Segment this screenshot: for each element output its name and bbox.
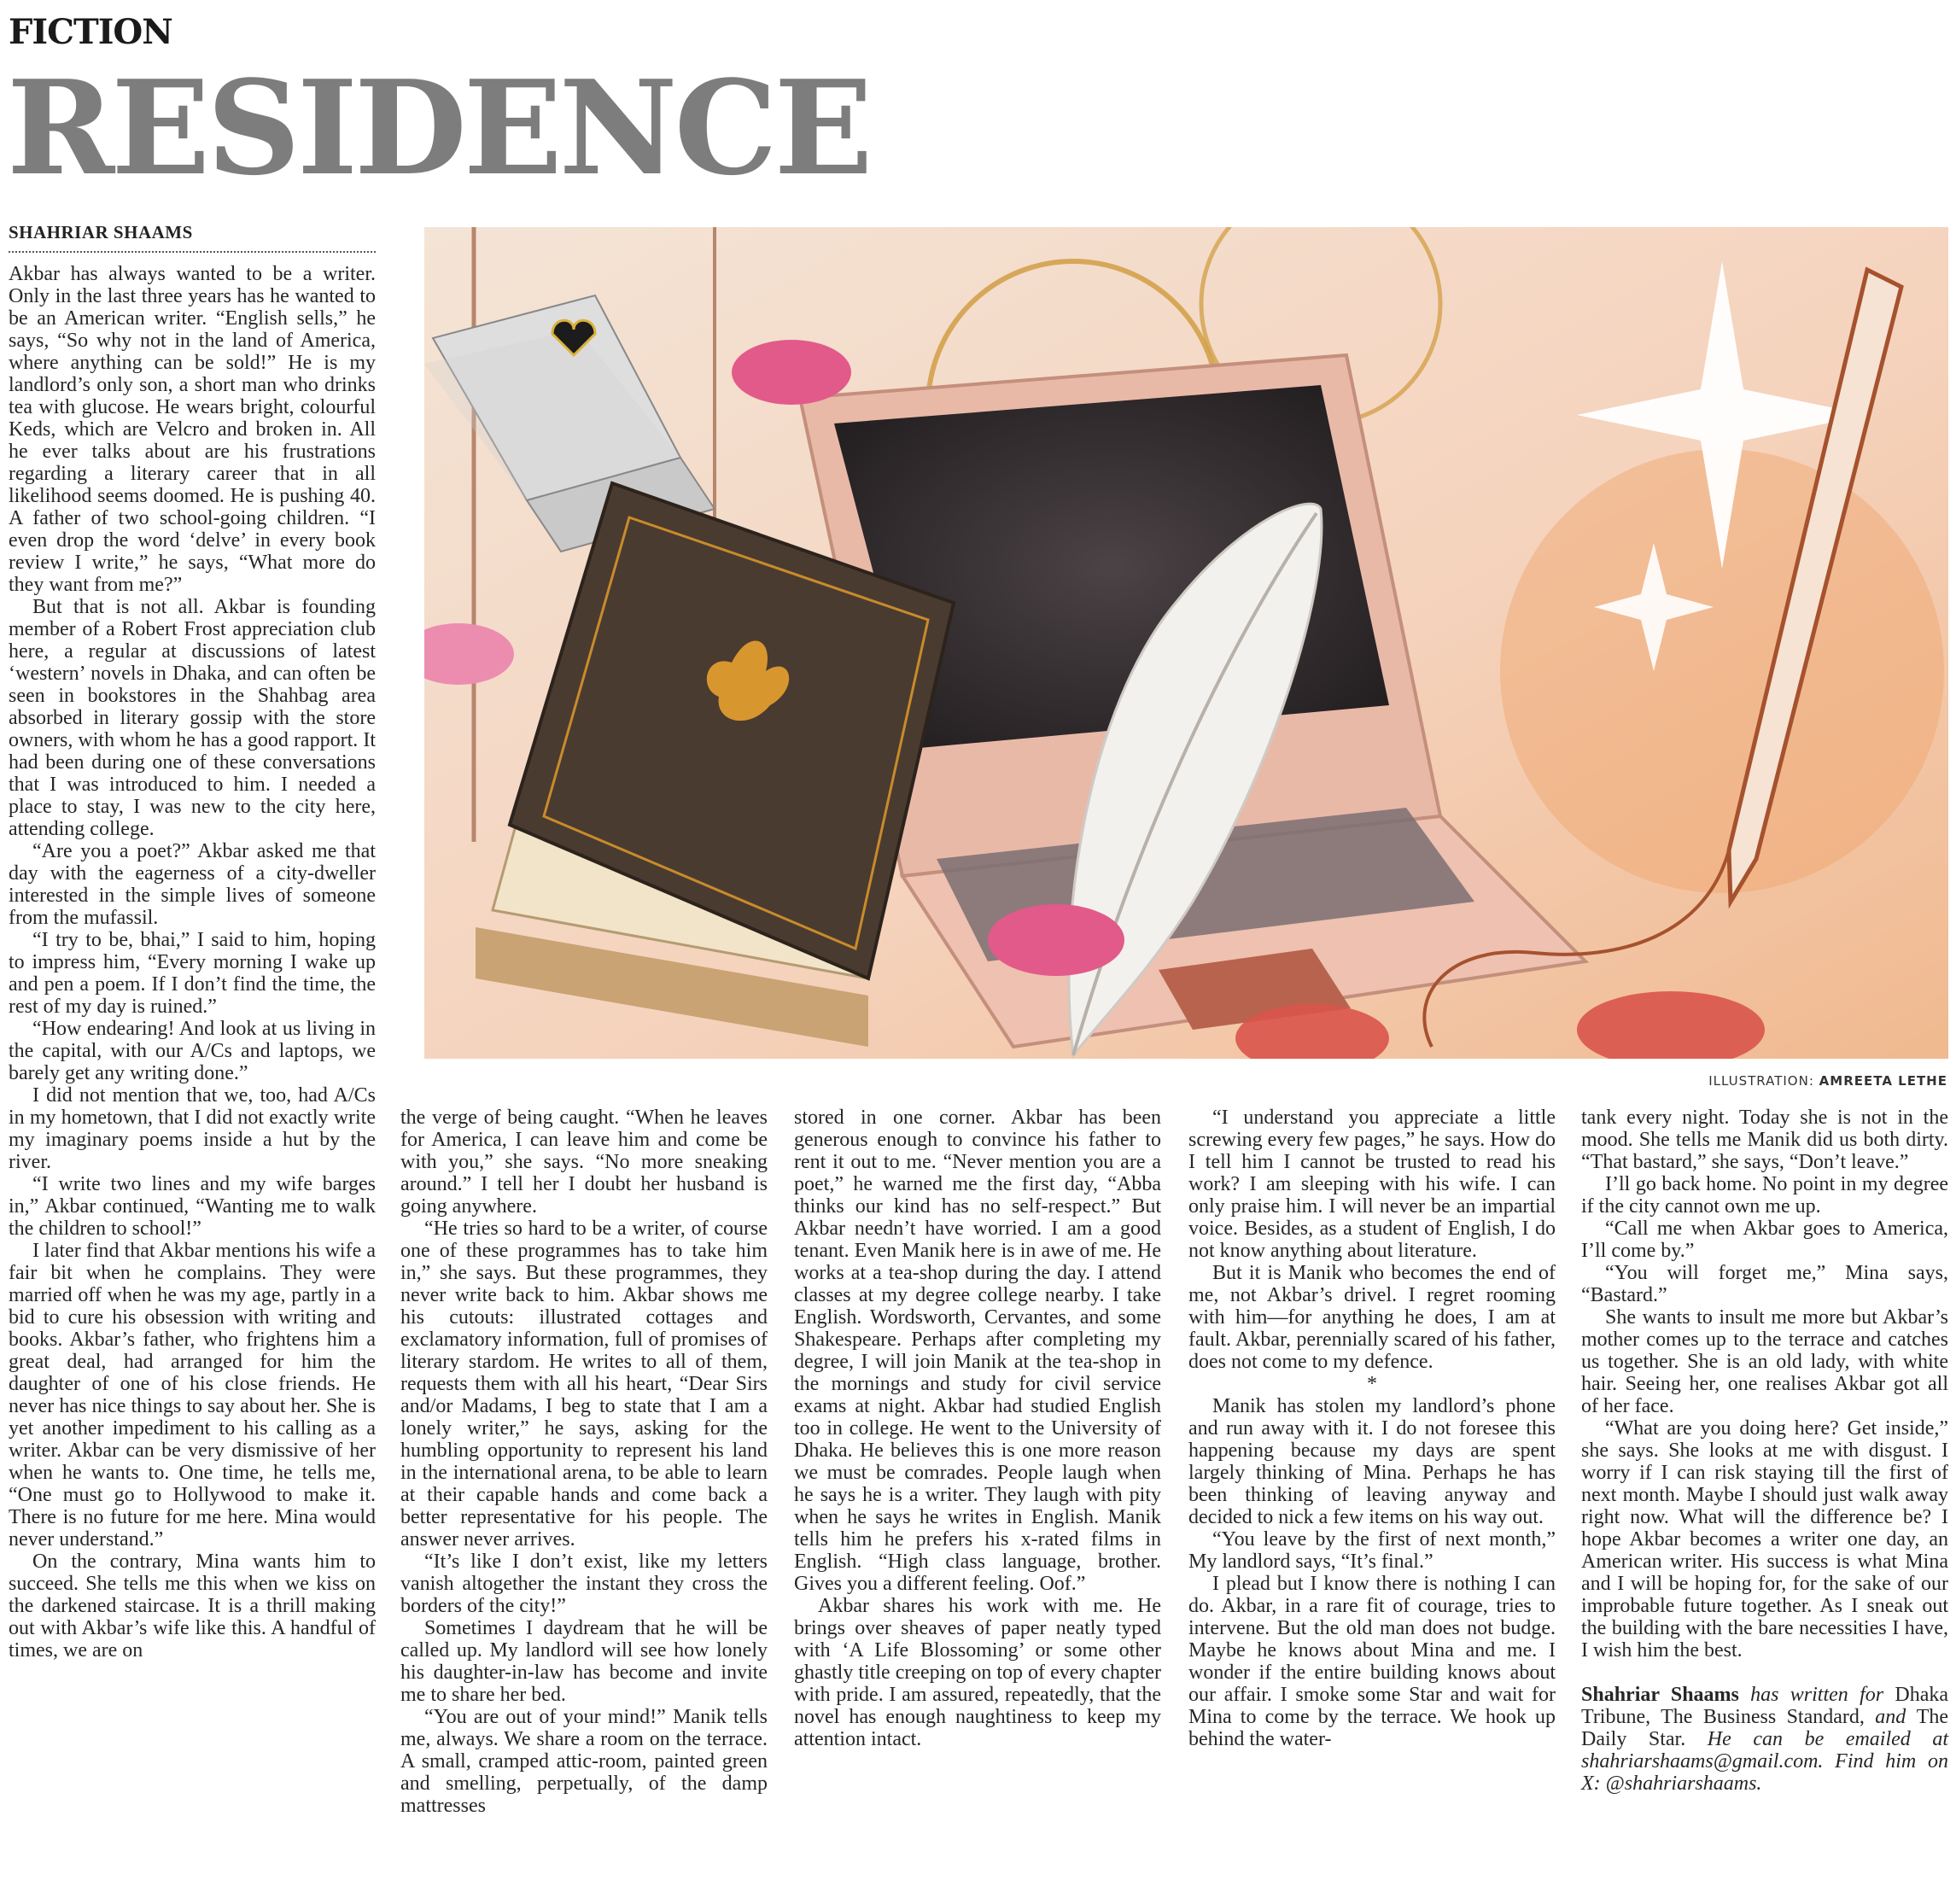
paragraph: “Call me when Akbar goes to America, I’ll come by.” <box>1581 1218 1948 1262</box>
article-column-4 <box>1188 1107 1556 1750</box>
paragraph: On the contrary, Mina wants him to succeed. She tells me this when we kiss on the darkened staircase. It is a thrill making out with Akbar’s wife like this. A handful of times, we are on <box>9 1551 376 1662</box>
paragraph: stored in one corner. Akbar has been generous enough to convince his father to rent it out to me. “Never mention you are a poet,” he warned me the first day, “Abba thinks our kind has no self-respect.” But Akbar needn’t have worried. I am a good tenant. Even Manik here is in awe of me. He works at a tea-shop during the day. I attend classes at my degree college nearby. I take English. Wordsworth, Cervantes, and some Shakespeare. Perhaps after completing my degree, I will join Manik at the tea-shop in the mornings and study for civil service exams at night. Akbar had studied English too in college. He went to the University of Dhaka. He believes this is one more reason we must be comrades. People laugh when he says he is a writer. They laugh with pity when he says he writes in English. Manik tells him he prefers his x-rated films in English. “High class language, brother. Gives you a different feeling. Oof.” <box>794 1107 1161 1595</box>
paragraph: Manik has stolen my landlord’s phone and run away with it. I do not foresee this happening because my days are spent largely thinking of Mina. Perhaps he has been thinking of leaving anyway and decided to nick a few items on his way out. <box>1188 1395 1556 1528</box>
article-column-2 <box>400 1107 768 1817</box>
paragraph: “What are you doing here? Get inside,” she says. She looks at me with disgust. I worry if I can risk staying till the first of next month. Maybe I should just walk away right now. What will the difference be? I hope Akbar becomes a writer one day, an American writer. His success is what Mina and I will be hoping for, for the sake of our improbable future together. As I sneak out the building with the bare necessities I have, I wish him the best. <box>1581 1417 1948 1662</box>
illustration <box>424 227 1948 1059</box>
section-label: FICTION <box>9 12 172 52</box>
article-column-3 <box>794 1107 1161 1750</box>
byline-divider <box>9 251 376 253</box>
paragraph: “I try to be, bhai,” I said to him, hoping to impress him, “Every morning I wake up and pen a poem. If I don’t find the time, the rest of my day is ruined.” <box>9 929 376 1018</box>
paragraph: I later find that Akbar mentions his wife a fair bit when he complains. They were married off when he was my age, partly in a bid to cure his obsession with writing and books. Akbar’s father, who frightens him a great deal, had arranged for him the daughter of one of his close friends. He never has nice things to say about her. She is yet another impediment to his calling as a writer. Akbar can be very dismissive of her when he wants to. One time, he tells me, “One must go to Hollywood to make it. There is no future for me here. Mina would never understand.” <box>9 1240 376 1551</box>
paragraph: I’ll go back home. No point in my degree if the city cannot own me up. <box>1581 1173 1948 1218</box>
section-break: * <box>1367 1373 1377 1395</box>
paragraph: “It’s like I don’t exist, like my letters vanish altogether the instant they cross the borders of the city!” <box>400 1551 768 1617</box>
paragraph: the verge of being caught. “When he leaves for America, I can leave him and come be with you,” she says. “No more sneaking around.” I tell her I doubt her husband is going anywhere. <box>400 1107 768 1218</box>
article-column-1 <box>9 263 376 1662</box>
byline: SHAHRIAR SHAAMS <box>9 222 193 242</box>
paragraph: Sometimes I daydream that he will be called up. My landlord will see how lonely his daughter-in-law has become and invite me to share her bed. <box>400 1617 768 1706</box>
paragraph: She wants to insult me more but Akbar’s mother comes up to the terrace and catches us together. She is an old lady, with white hair. Seeing her, one realises Akbar got all of her face. <box>1581 1306 1948 1417</box>
paragraph: “I write two lines and my wife barges in,” Akbar continued, “Wanting me to walk the children to school!” <box>9 1173 376 1240</box>
paragraph: Akbar shares his work with me. He brings over sheaves of paper neatly typed with ‘A Life Blossoming’ or some other ghastly title creeping on top of every chapter with pride. I am assured, repeatedly, that the novel has enough naughtiness to keep my attention intact. <box>794 1595 1161 1750</box>
paragraph: “You are out of your mind!” Manik tells me, always. We share a room on the terrace. A small, cramped attic-room, painted green and smelling, perpetually, of the damp mattresses <box>400 1706 768 1817</box>
paragraph: “Are you a poet?” Akbar asked me that day with the eagerness of a city-dweller interested in the simple lives of someone from the mufassil. <box>9 840 376 929</box>
paragraph: I plead but I know there is nothing I can do. Akbar, in a rare fit of courage, tries to intervene. But the old man does not budge. Maybe he knows about Mina and me. I wonder if the entire building knows about our affair. I smoke some Star and wait for Mina to come by the terrace. We hook up behind the water- <box>1188 1573 1556 1750</box>
paragraph: tank every night. Today she is not in the mood. She tells me Manik did us both dirty. “That bastard,” she says, “Don’t leave.” <box>1581 1107 1948 1173</box>
paragraph: “You will forget me,” Mina says, “Bastard.” <box>1581 1262 1948 1306</box>
paragraph: “I understand you appreciate a little screwing every few pages,” he says. How do I tell him I cannot be trusted to read his work? I am sleeping with his wife. I can only praise him. I will never be an impartial voice. Besides, as a student of English, I do not know anything about literature. <box>1188 1107 1556 1262</box>
paragraph: I did not mention that we, too, had A/Cs in my hometown, that I did not exactly write my imaginary poems inside a hut by the river. <box>9 1084 376 1173</box>
author-bio: Shahriar Shaams has written for Dhaka Tribune, The Business Standard, and The Daily Star. He can be emailed at shahriarshaams@gmail.com. Find him on X: @shahriarshaams. <box>1581 1684 1949 1795</box>
paragraph: “He tries so hard to be a writer, of course one of these programmes has to take him in,” she says. But these programmes, they never write back to him. Akbar shows me his cutouts: illustrated cottages and exclamatory information, full of promises of literary stardom. He writes to all of them, requests them with all his heart, “Dear Sirs and/or Madams, I beg to state that I am a lonely writer,” he says, asking for the humbling opportunity to represent his land in the international arena, to be able to learn at their capable hands and come back a better representative for his people. The answer never arrives. <box>400 1218 768 1551</box>
paragraph: “How endearing! And look at us living in the capital, with our A/Cs and laptops, we barely get any writing done.” <box>9 1018 376 1084</box>
paragraph: But that is not all. Akbar is founding member of a Robert Frost appreciation club here, a regular at discussions of latest ‘western’ novels in Dhaka, and can often be seen in bookstores in the Shahbag area absorbed in literary gossip with the store owners, with whom he has a good rapport. It had been during one of these conversations that I was introduced to him. I needed a place to stay, I was new to the city here, attending college. <box>9 596 376 840</box>
headline: RESIDENCE <box>7 51 870 204</box>
illustration-credit: ILLUSTRATION: AMREETA LETHE <box>1708 1073 1947 1089</box>
author-bio-name: Shahriar Shaams <box>1581 1684 1739 1706</box>
paragraph: But it is Manik who becomes the end of me, not Akbar’s drivel. I regret rooming with him—for anything he does, I am at fault. Akbar, perennially scared of his father, does not come to my defence. <box>1188 1262 1556 1373</box>
paragraph: Akbar has always wanted to be a writer. Only in the last three years has he wanted to be an American writer. “English sells,” he says, “So why not in the land of America, where anything can be sold!” He is my landlord’s only son, a short man who drinks tea with glucose. He wears bright, colourful Keds, which are Velcro and broken in. All he ever talks about are his frustrations regarding a literary career that in all likelihood seems doomed. He is pushing 40. A father of two school-going children. “I even drop the word ‘delve’ in every book review I write,” he says, “What more do they want from me?” <box>9 263 376 596</box>
article-column-5 <box>1581 1107 1948 1795</box>
paragraph: “You leave by the first of next month,” My landlord says, “It’s final.” <box>1188 1528 1556 1573</box>
